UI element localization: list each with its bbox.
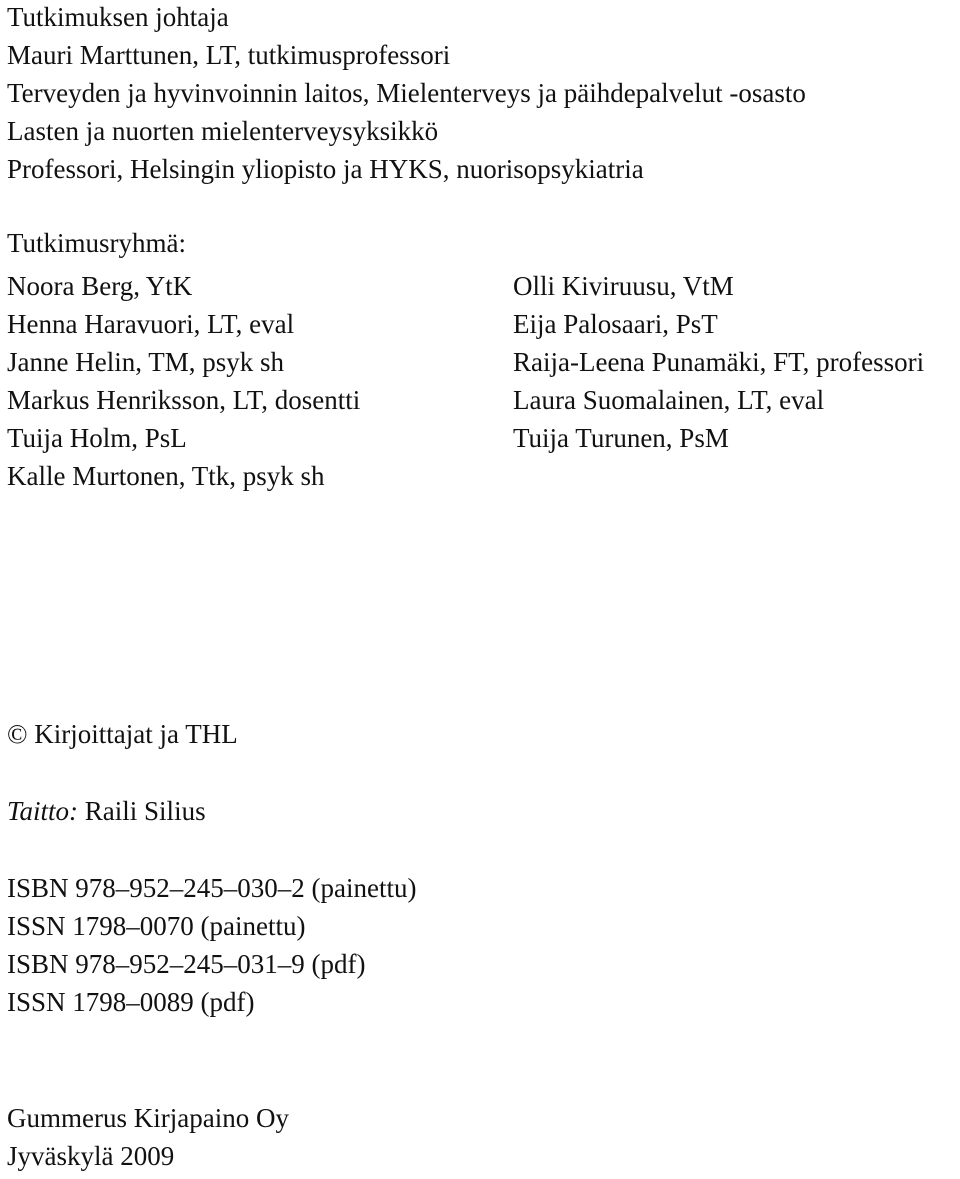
isbn-pdf: ISBN 978–952–245–031–9 (pdf) <box>7 949 366 979</box>
group-member: Kalle Murtonen, Ttk, psyk sh <box>7 461 325 491</box>
group-member: Noora Berg, YtK <box>7 271 193 301</box>
group-member: Olli Kiviruusu, VtM <box>513 271 734 301</box>
research-group-heading-block <box>7 224 186 262</box>
printer-name: Gummerus Kirjapaino Oy <box>7 1103 289 1133</box>
printer-info <box>7 1099 289 1175</box>
group-member: Eija Palosaari, PsT <box>513 309 718 339</box>
group-member: Henna Haravuori, LT, eval <box>7 309 295 339</box>
copyright-holder: Kirjoittajat ja THL <box>34 719 238 749</box>
group-member: Tuija Turunen, PsM <box>513 423 729 453</box>
group-member: Laura Suomalainen, LT, eval <box>513 385 825 415</box>
group-member: Raija-Leena Punamäki, FT, professori <box>513 347 925 377</box>
isbn-print: ISBN 978–952–245–030–2 (painettu) <box>7 873 417 903</box>
layout-credit-label: Taitto: <box>7 796 79 826</box>
group-member: Markus Henriksson, LT, dosentti <box>7 385 361 415</box>
research-group-right-column <box>513 267 924 457</box>
copyright-icon: © <box>7 719 28 749</box>
issn-pdf: ISSN 1798–0089 (pdf) <box>7 987 255 1017</box>
leader-professorship: Professori, Helsingin yliopisto ja HYKS, nuorisopsykiatria <box>7 154 644 184</box>
printer-place-year: Jyväskylä 2009 <box>7 1141 175 1171</box>
issn-print: ISSN 1798–0070 (painettu) <box>7 911 306 941</box>
leader-name: Mauri Marttunen, LT, tutkimusprofessori <box>7 40 451 70</box>
leader-unit: Lasten ja nuorten mielenterveysyksikkö <box>7 116 439 146</box>
copyright-line <box>7 715 238 753</box>
layout-credit-name: Raili Silius <box>84 796 206 826</box>
research-group-heading: Tutkimusryhmä: <box>7 228 187 258</box>
leader-institution: Terveyden ja hyvinvoinnin laitos, Mielenterveys ja päihdepalvelut -osasto <box>7 78 806 108</box>
research-leadership <box>7 0 806 188</box>
leadership-heading: Tutkimuksen johtaja <box>7 2 229 32</box>
group-member: Janne Helin, TM, psyk sh <box>7 347 284 377</box>
layout-credit <box>7 792 206 830</box>
group-member: Tuija Holm, PsL <box>7 423 187 453</box>
publication-identifiers <box>7 869 416 1021</box>
research-group-left-column <box>7 267 360 495</box>
